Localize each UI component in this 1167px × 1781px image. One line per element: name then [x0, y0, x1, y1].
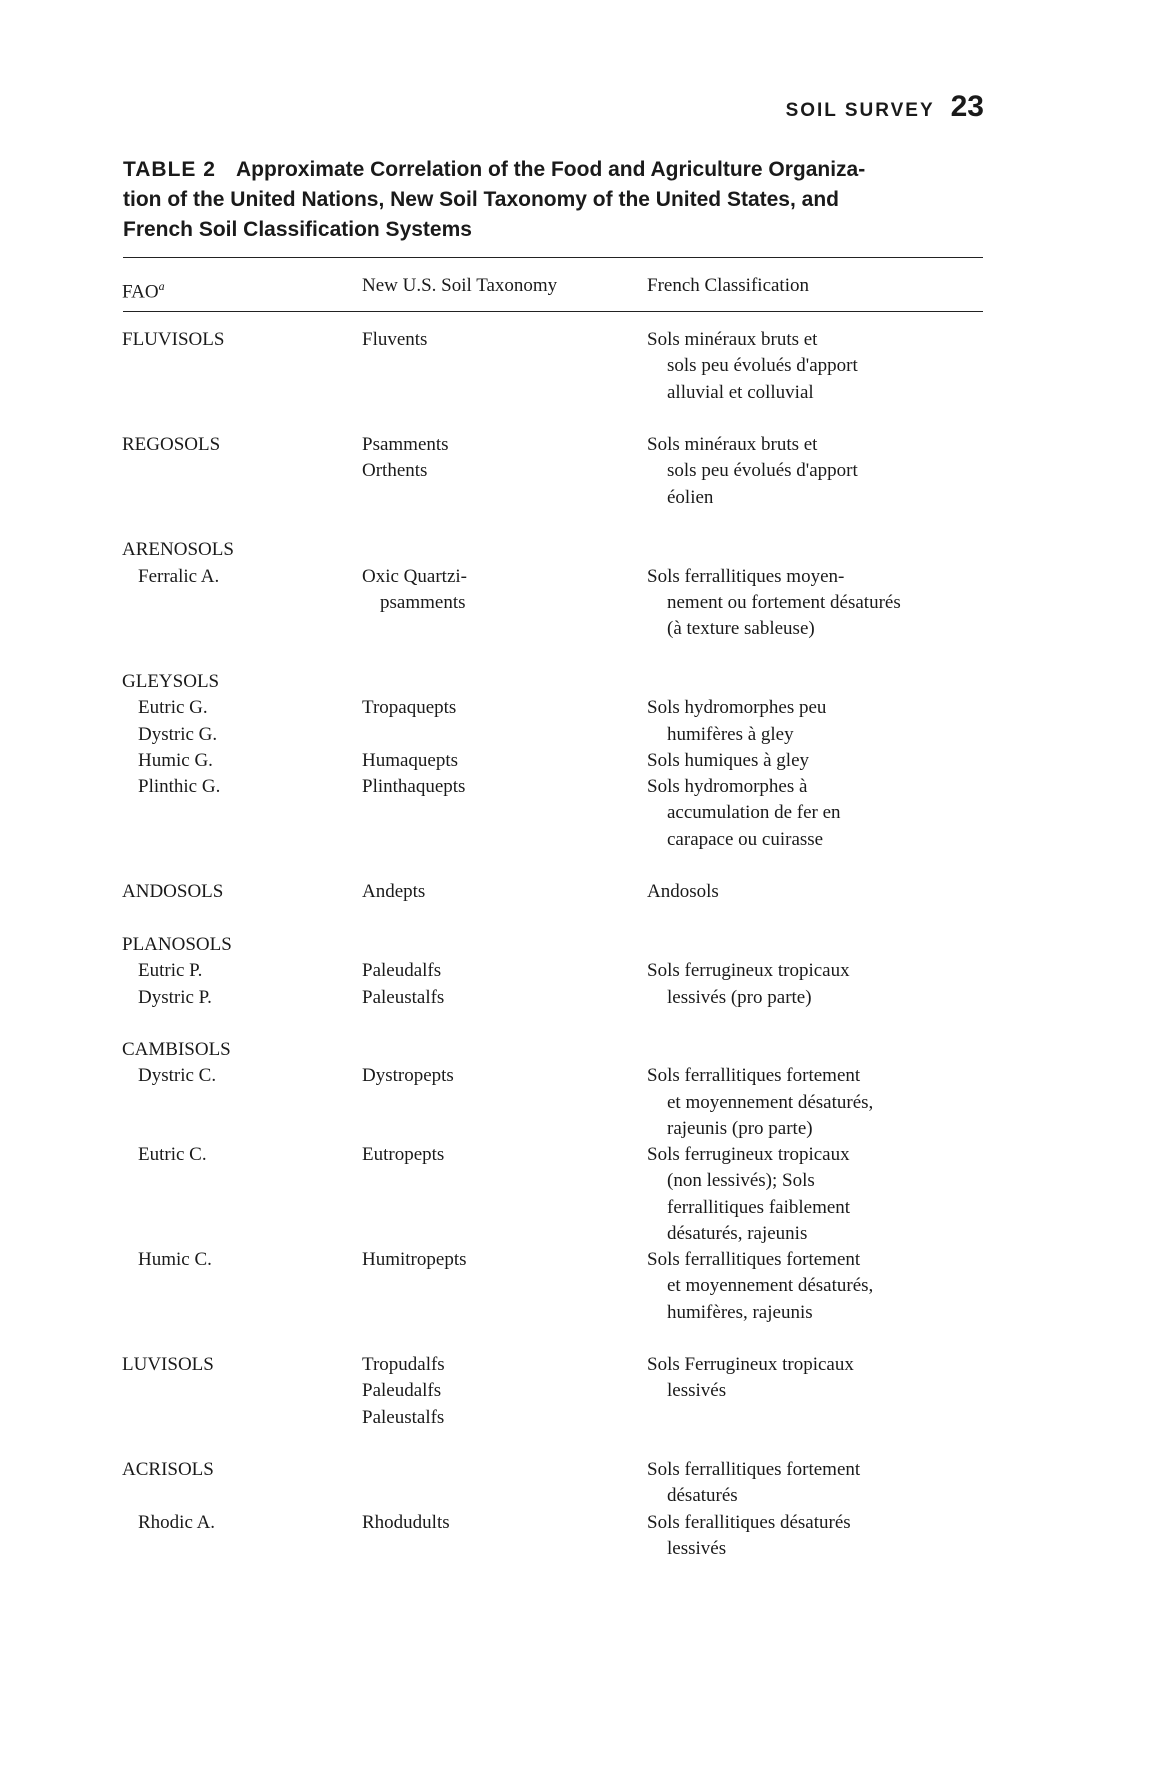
french-class: lessivés [667, 1380, 727, 1401]
french-class: (à texture sableuse) [667, 618, 815, 639]
caption-line: tion of the United Nations, New Soil Taxonomy of the United States, and [123, 188, 839, 211]
french-class: Sols minéraux bruts et [647, 434, 818, 455]
french-class: Andosols [647, 881, 719, 902]
column-header-fao [122, 273, 165, 306]
french-class: carapace ou cuirasse [667, 829, 824, 850]
table-top-rule [123, 257, 983, 258]
french-class: lessivés [667, 1538, 727, 1559]
french-class: Sols ferrugineux tropicaux [647, 960, 850, 981]
french-class: Sols hydromorphes peu [647, 697, 827, 718]
fao-order: REGOSOLS [122, 434, 221, 455]
us-taxon: Rhodudults [362, 1512, 450, 1533]
us-taxon: Fluvents [362, 329, 428, 350]
fao-unit: Dystric C. [138, 1065, 217, 1086]
table-caption [123, 155, 983, 245]
french-class: Sols ferrallitiques fortement [647, 1459, 861, 1480]
fao-unit: Eutric C. [138, 1144, 207, 1165]
fao-order: FLUVISOLS [122, 329, 225, 350]
fao-order: ANDOSOLS [122, 881, 224, 902]
us-taxon: Tropudalfs [362, 1354, 445, 1375]
french-class: Sols humiques à gley [647, 750, 810, 771]
caption-line: Approximate Correlation of the Food and Agriculture Organiza- [235, 158, 866, 181]
us-taxon: Orthents [362, 460, 428, 481]
fao-unit: Dystric G. [138, 724, 218, 745]
us-taxon: Paleustalfs [362, 987, 445, 1008]
french-class: rajeunis (pro parte) [667, 1118, 813, 1139]
french-class: ferrallitiques faiblement [667, 1197, 851, 1218]
footnote-marker: a [158, 279, 165, 293]
running-head-title: SOIL SURVEY [785, 100, 935, 121]
page-number: 23 [950, 90, 984, 123]
us-taxon: Paleustalfs [362, 1407, 445, 1428]
column-header-fao-label: FAO [122, 281, 159, 303]
fao-order: ARENOSOLS [122, 539, 234, 560]
us-taxon: Dystropepts [362, 1065, 454, 1086]
us-taxon: Tropaquepts [362, 697, 457, 718]
french-class: humifères, rajeunis [667, 1302, 813, 1323]
fao-unit: Eutric G. [138, 697, 208, 718]
us-taxon: Oxic Quartzi- [362, 566, 467, 587]
us-taxon: Humaquepts [362, 750, 459, 771]
fao-unit: Dystric P. [138, 987, 212, 1008]
fao-order: LUVISOLS [122, 1354, 214, 1375]
fao-order: CAMBISOLS [122, 1039, 231, 1060]
us-taxon: Psamments [362, 434, 449, 455]
fao-order: ACRISOLS [122, 1459, 214, 1480]
french-class: lessivés (pro parte) [667, 987, 812, 1008]
french-class: et moyennement désaturés, [667, 1275, 874, 1296]
french-class: Sols ferrallitiques fortement [647, 1065, 861, 1086]
french-class: nement ou fortement désaturés [667, 592, 901, 613]
french-class: (non lessivés); Sols [667, 1170, 815, 1191]
french-class: sols peu évolués d'apport [667, 460, 858, 481]
column-header-us-taxonomy: New U.S. Soil Taxonomy [362, 275, 558, 296]
french-class: désaturés, rajeunis [667, 1223, 808, 1244]
us-taxon: psamments [380, 592, 466, 613]
us-taxon: Plinthaquepts [362, 776, 466, 797]
fao-unit: Rhodic A. [138, 1512, 216, 1533]
french-class: Sols minéraux bruts et [647, 329, 818, 350]
us-taxon: Andepts [362, 881, 426, 902]
french-class: humifères à gley [667, 724, 794, 745]
column-header-french: French Classification [647, 275, 809, 296]
french-class: éolien [667, 487, 714, 508]
french-class: Sols ferallitiques désaturés [647, 1512, 851, 1533]
fao-unit: Ferralic A. [138, 566, 220, 587]
french-class: accumulation de fer en [667, 802, 841, 823]
french-class: alluvial et colluvial [667, 382, 814, 403]
running-head [786, 90, 984, 124]
french-class: Sols ferrallitiques moyen- [647, 566, 845, 587]
french-class: Sols ferrugineux tropicaux [647, 1144, 850, 1165]
fao-order: GLEYSOLS [122, 671, 220, 692]
caption-line: French Soil Classification Systems [123, 218, 472, 241]
us-taxon: Humitropepts [362, 1249, 467, 1270]
us-taxon: Eutropepts [362, 1144, 445, 1165]
fao-unit: Humic G. [138, 750, 213, 771]
fao-unit: Eutric P. [138, 960, 203, 981]
french-class: sols peu évolués d'apport [667, 355, 858, 376]
us-taxon: Paleudalfs [362, 1380, 442, 1401]
fao-unit: Plinthic G. [138, 776, 221, 797]
header-bottom-rule [123, 311, 983, 312]
table-number: TABLE 2 [123, 158, 216, 181]
french-class: Sols hydromorphes à [647, 776, 808, 797]
french-class: désaturés [667, 1485, 738, 1506]
french-class: et moyennement désaturés, [667, 1092, 874, 1113]
french-class: Sols Ferrugineux tropicaux [647, 1354, 854, 1375]
fao-unit: Humic C. [138, 1249, 212, 1270]
french-class: Sols ferrallitiques fortement [647, 1249, 861, 1270]
fao-order: PLANOSOLS [122, 934, 232, 955]
us-taxon: Paleudalfs [362, 960, 442, 981]
